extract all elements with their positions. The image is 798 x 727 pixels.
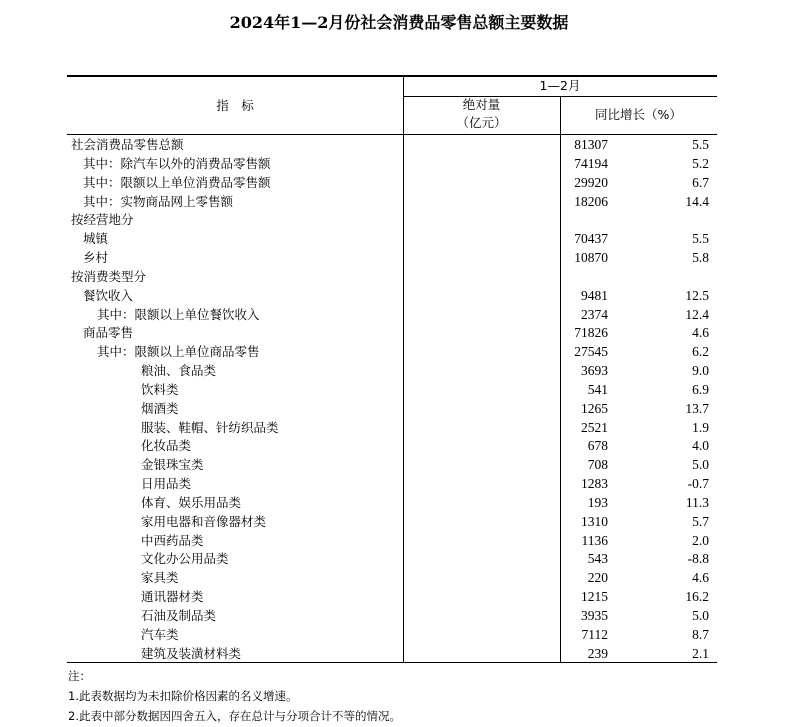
- table-row: [67, 644, 717, 663]
- row-absolute-value: 9481: [581, 287, 608, 303]
- note-2: 2.此表中部分数据因四舍五入，存在总计与分项合计不等的情况。: [68, 709, 401, 723]
- row-yoy-growth: 16.2: [685, 589, 709, 605]
- row-absolute-value: 27545: [574, 344, 608, 360]
- row-yoy-growth: 9.0: [692, 363, 709, 379]
- row-absolute-value: 220: [587, 570, 608, 586]
- table-row: [67, 512, 717, 531]
- row-absolute-value: 678: [587, 438, 608, 454]
- row-absolute-value: 10870: [574, 250, 608, 266]
- row-absolute-value: 708: [587, 457, 608, 473]
- row-label: 乡村: [83, 250, 109, 266]
- table-row: [67, 568, 717, 587]
- row-label: 其中：实物商品网上零售额: [83, 193, 234, 209]
- notes-heading: 注：: [68, 669, 91, 683]
- table-row: [67, 342, 717, 361]
- table-row: [67, 625, 717, 644]
- row-label: 通讯器材类: [141, 589, 204, 605]
- row-yoy-growth: 11.3: [685, 494, 709, 510]
- row-absolute-value: 3693: [581, 363, 608, 379]
- row-yoy-growth: -0.7: [687, 476, 709, 492]
- row-yoy-growth: 5.7: [692, 513, 709, 529]
- row-absolute-value: 1215: [581, 589, 608, 605]
- table-bottom-rule: [67, 662, 717, 663]
- row-absolute-value: 239: [587, 645, 608, 661]
- row-label: 其中：限额以上单位商品零售: [97, 344, 260, 360]
- table-row: [67, 380, 717, 399]
- table-row: [67, 154, 717, 173]
- table-row: [67, 493, 717, 512]
- table-row: [67, 531, 717, 550]
- table-row: [67, 305, 717, 324]
- row-yoy-growth: 1.9: [692, 419, 709, 435]
- row-yoy-growth: 5.5: [692, 137, 709, 152]
- row-absolute-value: 2521: [581, 419, 608, 435]
- row-label: 商品零售: [83, 325, 134, 341]
- row-absolute-value: 1283: [581, 476, 608, 492]
- table-row: [67, 229, 717, 248]
- row-label: 家用电器和音像器材类: [141, 513, 267, 529]
- table-row: [67, 323, 717, 342]
- table-row: [67, 210, 717, 229]
- table-row: [67, 587, 717, 606]
- row-label: 服装、鞋帽、针纺织品类: [141, 419, 279, 435]
- row-absolute-value: 1310: [581, 513, 608, 529]
- row-yoy-growth: 8.7: [692, 626, 709, 642]
- row-absolute-value: 543: [587, 551, 608, 567]
- row-label: 文化办公用品类: [141, 551, 229, 567]
- table-title: 2024年1—2月份社会消费品零售总额主要数据: [229, 13, 569, 32]
- row-label: 城镇: [83, 231, 109, 247]
- table-row: [67, 549, 717, 568]
- row-yoy-growth: 14.4: [685, 193, 709, 209]
- period-header: 1—2月: [539, 78, 581, 93]
- table-row: [67, 418, 717, 437]
- row-absolute-value: 1136: [581, 532, 608, 548]
- table-row: [67, 286, 717, 305]
- row-label: 饮料类: [141, 381, 179, 397]
- row-yoy-growth: 4.6: [692, 570, 709, 586]
- table-row: [67, 267, 717, 286]
- row-absolute-value: 193: [587, 494, 608, 510]
- row-label: 粮油、食品类: [141, 363, 217, 379]
- table-row: [67, 436, 717, 455]
- row-label: 建筑及装潢材料类: [141, 645, 242, 661]
- row-label: 化妆品类: [141, 438, 192, 454]
- table-row: [67, 135, 717, 154]
- table-row: [67, 474, 717, 493]
- row-label: 其中：限额以上单位餐饮收入: [97, 306, 260, 322]
- table-row: [67, 248, 717, 267]
- row-yoy-growth: 6.7: [692, 174, 709, 190]
- table-row: [67, 192, 717, 211]
- row-label: 按经营地分: [71, 212, 134, 228]
- row-label: 金银珠宝类: [141, 457, 204, 473]
- yoy-header: 同比增长（%）: [595, 107, 682, 122]
- row-label: 日用品类: [141, 476, 192, 492]
- table-row: [67, 399, 717, 418]
- row-yoy-growth: 5.8: [692, 250, 709, 266]
- row-yoy-growth: 13.7: [685, 400, 709, 416]
- row-yoy-growth: 12.5: [685, 287, 709, 303]
- row-absolute-value: 81307: [574, 137, 608, 152]
- row-label: 家具类: [141, 570, 179, 586]
- row-label: 石油及制品类: [141, 608, 217, 623]
- row-absolute-value: 3935: [581, 608, 608, 623]
- notes: [68, 666, 768, 726]
- row-yoy-growth: 6.2: [692, 344, 709, 360]
- row-label: 社会消费品零售总额: [71, 137, 184, 152]
- row-absolute-value: 29920: [574, 174, 608, 190]
- row-absolute-value: 2374: [581, 306, 608, 322]
- table-row: [67, 173, 717, 192]
- row-yoy-growth: 5.2: [692, 155, 709, 171]
- row-label: 其中：除汽车以外的消费品零售额: [83, 155, 271, 171]
- row-absolute-value: 74194: [574, 155, 608, 171]
- row-yoy-growth: 4.6: [692, 325, 709, 341]
- row-yoy-growth: 5.0: [692, 457, 709, 473]
- row-label: 其中：限额以上单位消费品零售额: [83, 174, 271, 190]
- row-absolute-value: 1265: [581, 400, 608, 416]
- absolute-header-line1: 绝对量: [462, 97, 501, 112]
- row-yoy-growth: 5.0: [692, 608, 709, 623]
- row-yoy-growth: 6.9: [692, 381, 709, 397]
- row-yoy-growth: 5.5: [692, 231, 709, 247]
- row-yoy-growth: 2.1: [692, 645, 709, 661]
- row-absolute-value: 70437: [574, 231, 608, 247]
- note-1: 1.此表数据均为未扣除价格因素的名义增速。: [68, 689, 298, 703]
- row-yoy-growth: -8.8: [687, 551, 709, 567]
- row-label: 体育、娱乐用品类: [141, 494, 242, 510]
- row-label: 餐饮收入: [83, 287, 134, 303]
- row-label: 按消费类型分: [71, 268, 147, 284]
- table-row: [67, 606, 717, 625]
- row-yoy-growth: 12.4: [685, 306, 709, 322]
- indicator-header: 指 标: [216, 98, 254, 113]
- row-absolute-value: 541: [587, 381, 608, 397]
- row-label: 汽车类: [141, 626, 179, 642]
- row-label: 中西药品类: [141, 532, 204, 548]
- row-label: 烟酒类: [141, 400, 179, 416]
- table-row: [67, 455, 717, 474]
- row-yoy-growth: 4.0: [692, 438, 709, 454]
- row-absolute-value: 7112: [581, 626, 608, 642]
- row-yoy-growth: 2.0: [692, 532, 709, 548]
- table-row: [67, 361, 717, 380]
- row-absolute-value: 71826: [574, 325, 608, 341]
- row-absolute-value: 18206: [574, 193, 608, 209]
- absolute-header-line2: （亿元）: [456, 115, 507, 130]
